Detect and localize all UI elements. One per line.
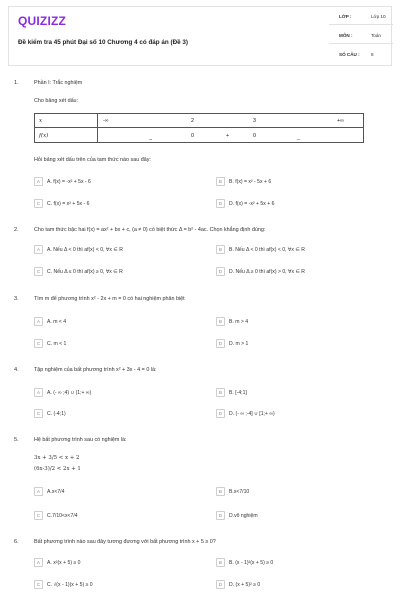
option-letter: B — [219, 489, 222, 494]
option-text: C. m < 1 — [47, 341, 67, 347]
option-text: A. f(x) = -x² + 5x - 6 — [47, 179, 91, 185]
option-d[interactable] — [216, 339, 376, 352]
option-d[interactable] — [216, 580, 376, 593]
question-number: 3. — [14, 296, 19, 302]
option-letter: D — [218, 582, 223, 587]
option-d[interactable] — [216, 409, 376, 422]
question-subtext: Cho bảng xét dấu: — [34, 98, 79, 104]
sign-table-cell: + — [226, 133, 230, 139]
option-text: D. f(x) = -x² + 5x + 6 — [229, 201, 275, 207]
option-letter: A — [37, 390, 40, 395]
option-letter: A — [37, 179, 40, 184]
option-b[interactable] — [216, 558, 376, 571]
option-letter: B — [219, 319, 222, 324]
question-text: Tìm m để phương trình x² - 2x + m = 0 có hai nghiệm phân biệt — [34, 296, 185, 302]
option-letter: A — [37, 247, 40, 252]
option-a[interactable] — [34, 487, 194, 500]
question-text: Phần I: Trắc nghiệm — [34, 80, 83, 86]
option-letter: A — [37, 319, 40, 324]
option-c[interactable] — [34, 580, 194, 593]
sign-table-fx-label: f(x) — [39, 133, 49, 139]
question-number: 5. — [14, 437, 19, 443]
option-c[interactable] — [34, 339, 194, 352]
option-a[interactable] — [34, 317, 194, 330]
option-text: B. (x - 1)²(x + 5) ≥ 0 — [229, 560, 274, 566]
option-text: C.7/10<x<7/4 — [47, 513, 78, 519]
option-a[interactable] — [34, 177, 194, 190]
inequality-line-2: (6x-3)/2 < 2x + 1 — [34, 466, 81, 472]
option-c[interactable] — [34, 199, 194, 212]
sign-table-x-label: x — [39, 118, 43, 124]
option-letter: D — [218, 269, 223, 274]
question-text: Tập nghiệm của bất phương trình x² + 3x - 4 = 0 là: — [34, 367, 157, 373]
option-d[interactable] — [216, 199, 376, 212]
option-text: A. Nếu Δ < 0 thì af(x) < 0, ∀x ∈ R — [47, 247, 123, 253]
inequality-line-1: 3x + 3/5 < x + 2 — [34, 455, 80, 461]
option-letter: D — [218, 341, 223, 346]
option-letter: C — [36, 201, 41, 206]
sign-table-divider — [97, 114, 98, 142]
option-c[interactable] — [34, 409, 194, 422]
option-text: B. Nếu Δ < 0 thì af(x) < 0, ∀x ∈ R — [229, 247, 305, 253]
option-text: D. Nếu Δ ≥ 0 thì af(x) > 0, ∀x ∈ R — [229, 269, 305, 275]
document-title: Đề kiểm tra 45 phút Đại số 10 Chương 4 có đáp án (Đề 3) — [18, 39, 188, 46]
option-text: C. Nếu Δ ≤ 0 thì af(x) ≥ 0, ∀x ∈ R — [47, 269, 123, 275]
option-b[interactable] — [216, 487, 376, 500]
question-subtext: Hỏi bảng xét dấu trên của tam thức nào sau đây: — [34, 157, 151, 163]
option-b[interactable] — [216, 245, 376, 258]
sign-table-cell: 3 — [253, 118, 256, 124]
sign-table-cell: +∞ — [337, 118, 344, 124]
option-a[interactable] — [34, 558, 194, 571]
option-text: C. √(x - 1)(x + 5) ≥ 0 — [47, 582, 93, 588]
option-b[interactable] — [216, 177, 376, 190]
option-letter: B — [219, 179, 222, 184]
option-text: B. m > 4 — [229, 319, 249, 325]
quizizz-logo[interactable]: QUIZIZZ — [18, 14, 67, 28]
option-text: A. (- ∞ ;4) ∪ (1;+ ∞) — [47, 390, 92, 396]
sign-table-cell: 0 — [253, 133, 256, 139]
option-c[interactable] — [34, 511, 194, 524]
option-text: B. [-4;1] — [229, 390, 247, 396]
option-text: B.x<7/10 — [229, 489, 250, 495]
meta-class-value: Lớp 10 — [371, 14, 386, 19]
option-letter: B — [219, 247, 222, 252]
option-letter: C — [36, 269, 41, 274]
question-text: Bất phương trình nào sau đây tương đương với bất phương trình x + 5 ≥ 0? — [34, 539, 216, 545]
option-a[interactable] — [34, 245, 194, 258]
option-letter: C — [36, 582, 41, 587]
meta-subject — [329, 26, 393, 44]
quiz-header — [8, 6, 392, 66]
meta-class-label: LỚP : — [339, 14, 352, 19]
option-text: D. (- ∞ ;-4] ∪ [1;+ ∞) — [229, 411, 275, 417]
option-text: B. f(x) = x² - 5x + 6 — [229, 179, 272, 185]
option-text: A.x<7/4 — [47, 489, 65, 495]
sign-table-cell: _ — [297, 135, 300, 141]
sign-table-cell: _ — [149, 135, 152, 141]
option-c[interactable] — [34, 267, 194, 280]
option-letter: C — [36, 341, 41, 346]
option-b[interactable] — [216, 317, 376, 330]
meta-panel — [329, 7, 393, 67]
option-letter: B — [219, 390, 222, 395]
sign-table-row-fx — [35, 129, 363, 143]
option-text: D. (x + 5)² ≥ 0 — [229, 582, 261, 588]
option-d[interactable] — [216, 511, 376, 524]
meta-count-value: 8 — [371, 52, 374, 57]
sign-table-row-x — [35, 114, 363, 128]
meta-count-label: SỐ CÂU : — [339, 52, 360, 57]
option-d[interactable] — [216, 267, 376, 280]
option-text: C. f(x) = x² + 5x - 6 — [47, 201, 90, 207]
option-text: A. m < 4 — [47, 319, 67, 325]
option-letter: D — [218, 513, 223, 518]
question-text: Cho tam thức bậc hai f(x) = ax² + bx + c, (a ≠ 0) có biệt thức Δ = b² - 4ac. Chọn khẳng định đúng: — [34, 227, 266, 233]
sign-table — [34, 113, 364, 143]
option-letter: C — [36, 411, 41, 416]
question-number: 6. — [14, 539, 19, 545]
option-a[interactable] — [34, 388, 194, 401]
sign-table-cell: 0 — [191, 133, 194, 139]
option-letter: B — [219, 560, 222, 565]
option-text: A. x²(x + 5) ≥ 0 — [47, 560, 81, 566]
option-letter: A — [37, 489, 40, 494]
meta-subject-label: MÔN : — [339, 33, 353, 38]
question-number: 2. — [14, 227, 19, 233]
sign-table-cell: 2 — [191, 118, 194, 124]
sign-table-cell: -∞ — [103, 118, 109, 124]
option-b[interactable] — [216, 388, 376, 401]
meta-count — [329, 45, 393, 63]
option-letter: C — [36, 513, 41, 518]
option-letter: A — [37, 560, 40, 565]
option-text: D. m > 1 — [229, 341, 249, 347]
question-number: 1. — [14, 80, 19, 86]
meta-subject-value: Toán — [371, 33, 381, 38]
option-text: D.vô nghiệm — [229, 513, 258, 519]
option-letter: D — [218, 201, 223, 206]
option-letter: D — [218, 411, 223, 416]
question-number: 4. — [14, 367, 19, 373]
question-text: Hệ bất phương trình sau có nghiệm là: — [34, 437, 127, 443]
meta-class — [329, 7, 393, 25]
option-text: C. (-4;1) — [47, 411, 66, 417]
